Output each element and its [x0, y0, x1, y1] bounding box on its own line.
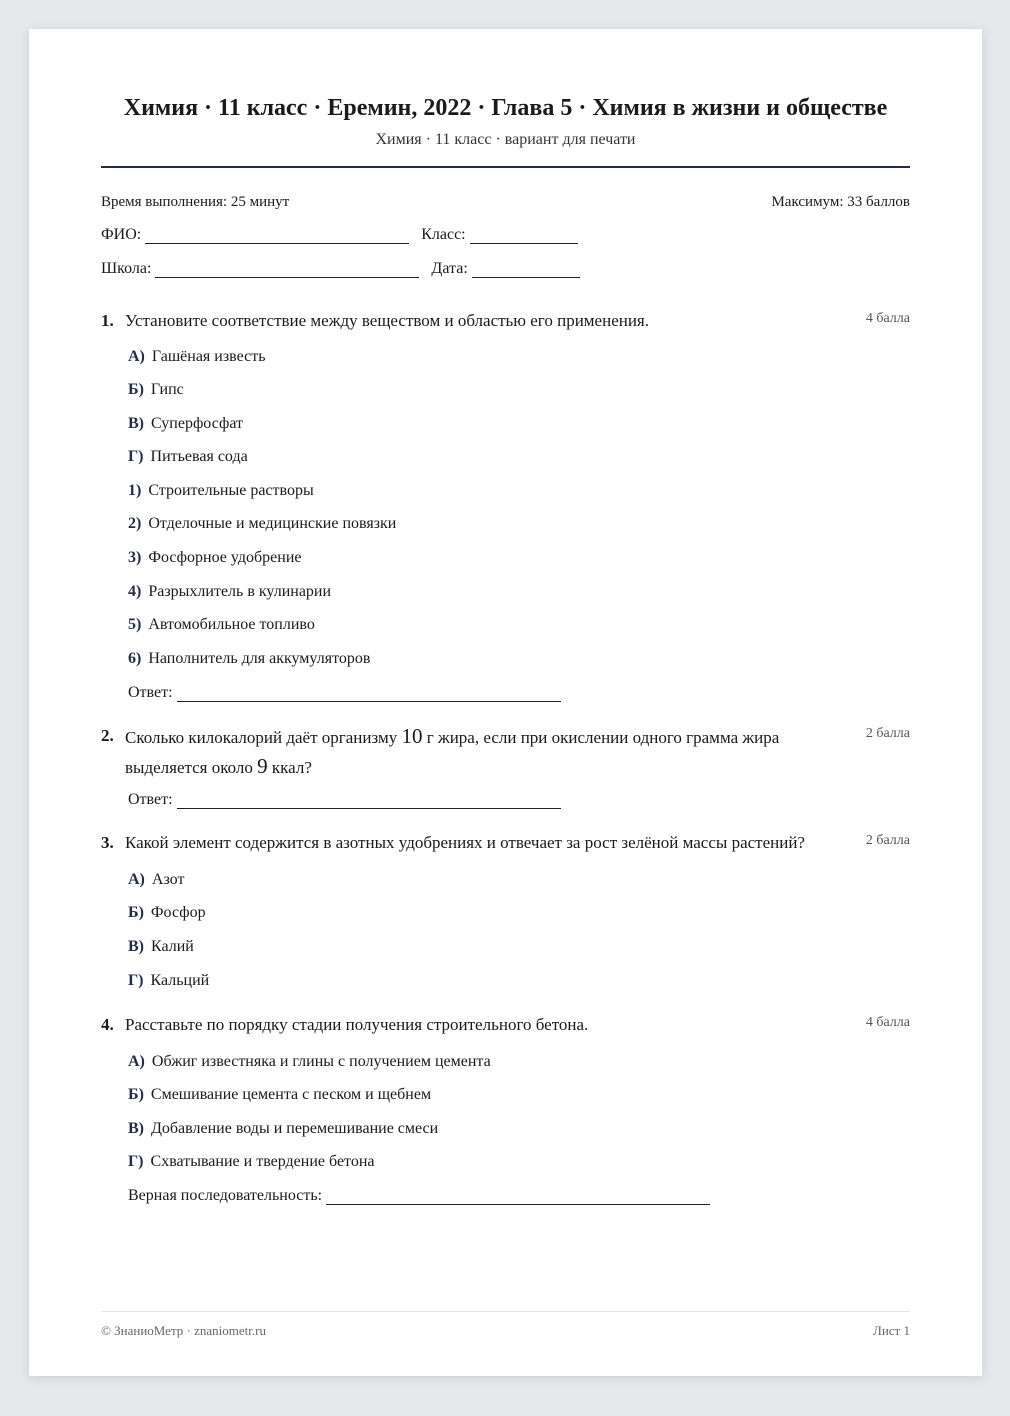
question-text: [125, 722, 850, 782]
answer-line[interactable]: [177, 794, 561, 809]
question-2: [101, 724, 910, 808]
option-text: Питьевая сода: [150, 448, 248, 465]
question-number: 3.: [101, 833, 114, 852]
answer-line[interactable]: [177, 687, 561, 702]
question-text-part: ккал?: [267, 758, 312, 777]
fio-line[interactable]: [145, 229, 409, 244]
option-label: В): [128, 938, 144, 955]
option: [128, 904, 206, 922]
option-text: Разрыхлитель в кулинарии: [148, 583, 332, 600]
option: [128, 650, 370, 668]
question-number: 1.: [101, 311, 114, 330]
option: [128, 549, 302, 567]
option: [128, 972, 209, 990]
option-label: Б): [128, 1086, 144, 1103]
question-number: 2.: [101, 726, 114, 745]
option-text: Строительные растворы: [148, 482, 314, 499]
option-label: 3): [128, 549, 142, 566]
option-label: А): [128, 1053, 145, 1070]
answer-label: Ответ:: [128, 684, 173, 701]
question-points: 2 балла: [865, 833, 910, 848]
option-text: Гипс: [150, 381, 184, 398]
option: [128, 448, 248, 466]
header-divider: [101, 166, 910, 168]
fio-label: ФИО:: [101, 226, 142, 243]
option-label: В): [128, 415, 144, 432]
question-points: 4 балла: [865, 1015, 910, 1030]
option-label: Б): [128, 381, 144, 398]
option: [128, 348, 266, 366]
option-text: Азот: [151, 871, 185, 888]
question-points: 2 балла: [865, 726, 910, 741]
answer-row: [128, 684, 573, 702]
fio-class-row: [101, 226, 590, 244]
class-line[interactable]: [470, 229, 578, 244]
answer-label: Верная последовательность:: [128, 1187, 323, 1204]
answer-label: Ответ:: [128, 791, 173, 808]
option: [128, 482, 314, 500]
option: [128, 938, 194, 956]
option-label: 5): [128, 616, 142, 633]
option-text: Калий: [151, 938, 194, 955]
option-label: 2): [128, 515, 142, 532]
option: [128, 1086, 431, 1104]
question-header: [101, 833, 910, 857]
page-title: Химия · 11 класс · Еремин, 2022 · Глава 5 · Химия в жизни и обществе: [123, 95, 888, 121]
time-limit: Время выполнения: 25 минут: [101, 194, 290, 210]
option: [128, 1153, 374, 1171]
question-header: [101, 311, 910, 335]
option-text: Гашёная известь: [151, 348, 266, 365]
option-text: Смешивание цемента с песком и щебнем: [150, 1086, 432, 1103]
date-line[interactable]: [472, 263, 580, 278]
option: [128, 616, 315, 634]
question-text: Установите соответствие между веществом и областью его применения.: [125, 311, 650, 330]
option-label: Г): [128, 1153, 144, 1170]
school-label: Школа:: [101, 260, 152, 277]
option-label: В): [128, 1120, 144, 1137]
question-number: 4.: [101, 1015, 114, 1034]
date-label: Дата:: [431, 260, 468, 277]
option-text: Автомобильное топливо: [148, 616, 315, 633]
option: [128, 515, 396, 533]
option-text: Фосфорное удобрение: [148, 549, 302, 566]
option: [128, 1120, 438, 1138]
option-text: Добавление воды и перемешивание смеси: [151, 1120, 439, 1137]
option: [128, 1053, 491, 1071]
option-text: Наполнитель для аккумуляторов: [148, 650, 371, 667]
option: [128, 583, 331, 601]
question-4: [101, 1015, 910, 1204]
option-label: Г): [128, 972, 144, 989]
footer-divider: [101, 1311, 910, 1312]
option-label: А): [128, 348, 145, 365]
page-number: Лист 1: [873, 1323, 910, 1338]
option-label: 4): [128, 583, 142, 600]
question-header: [101, 726, 910, 782]
option: [128, 415, 243, 433]
number-value: 9: [257, 754, 268, 778]
class-label: Класс:: [421, 226, 466, 243]
question-3: [101, 833, 910, 989]
answer-line[interactable]: [326, 1190, 710, 1205]
option-text: Отделочные и медицинские повязки: [148, 515, 397, 532]
answer-row: [128, 1187, 722, 1205]
option-label: 6): [128, 650, 142, 667]
question-points: 4 балла: [865, 311, 910, 326]
option-label: 1): [128, 482, 142, 499]
question-text-part: Сколько килокалорий даёт организму: [125, 728, 402, 747]
option-label: Г): [128, 448, 144, 465]
option-text: Схватывание и твердение бетона: [150, 1153, 375, 1170]
question-text-part: г жира, если при окислении одного грамма жира выделяется около: [125, 728, 780, 777]
question-1: [101, 311, 910, 701]
school-date-row: [101, 260, 592, 278]
page-subtitle: Химия · 11 класс · вариант для печати: [375, 131, 636, 148]
answer-row: [128, 791, 573, 809]
option-text: Фосфор: [150, 904, 206, 921]
question-text: Какой элемент содержится в азотных удобрениях и отвечает за рост зелёной массы растений?: [125, 833, 805, 852]
number-value: 10: [401, 724, 423, 748]
option: [128, 871, 184, 889]
meta-row: [101, 194, 910, 211]
footer: [101, 1323, 910, 1339]
option-text: Обжиг известняка и глины с получением цемента: [151, 1053, 491, 1070]
worksheet-page: [29, 29, 982, 1376]
question-header: [101, 1015, 910, 1039]
school-line[interactable]: [155, 263, 419, 278]
option-text: Кальций: [150, 972, 210, 989]
option-text: Суперфосфат: [151, 415, 244, 432]
option-label: А): [128, 871, 145, 888]
max-score: Максимум: 33 баллов: [771, 194, 910, 210]
footer-copyright: © ЗнаниоМетр · znaniometr.ru: [101, 1323, 266, 1338]
option-label: Б): [128, 904, 144, 921]
option: [128, 381, 184, 399]
question-text: Расставьте по порядку стадии получения строительного бетона.: [125, 1015, 589, 1034]
